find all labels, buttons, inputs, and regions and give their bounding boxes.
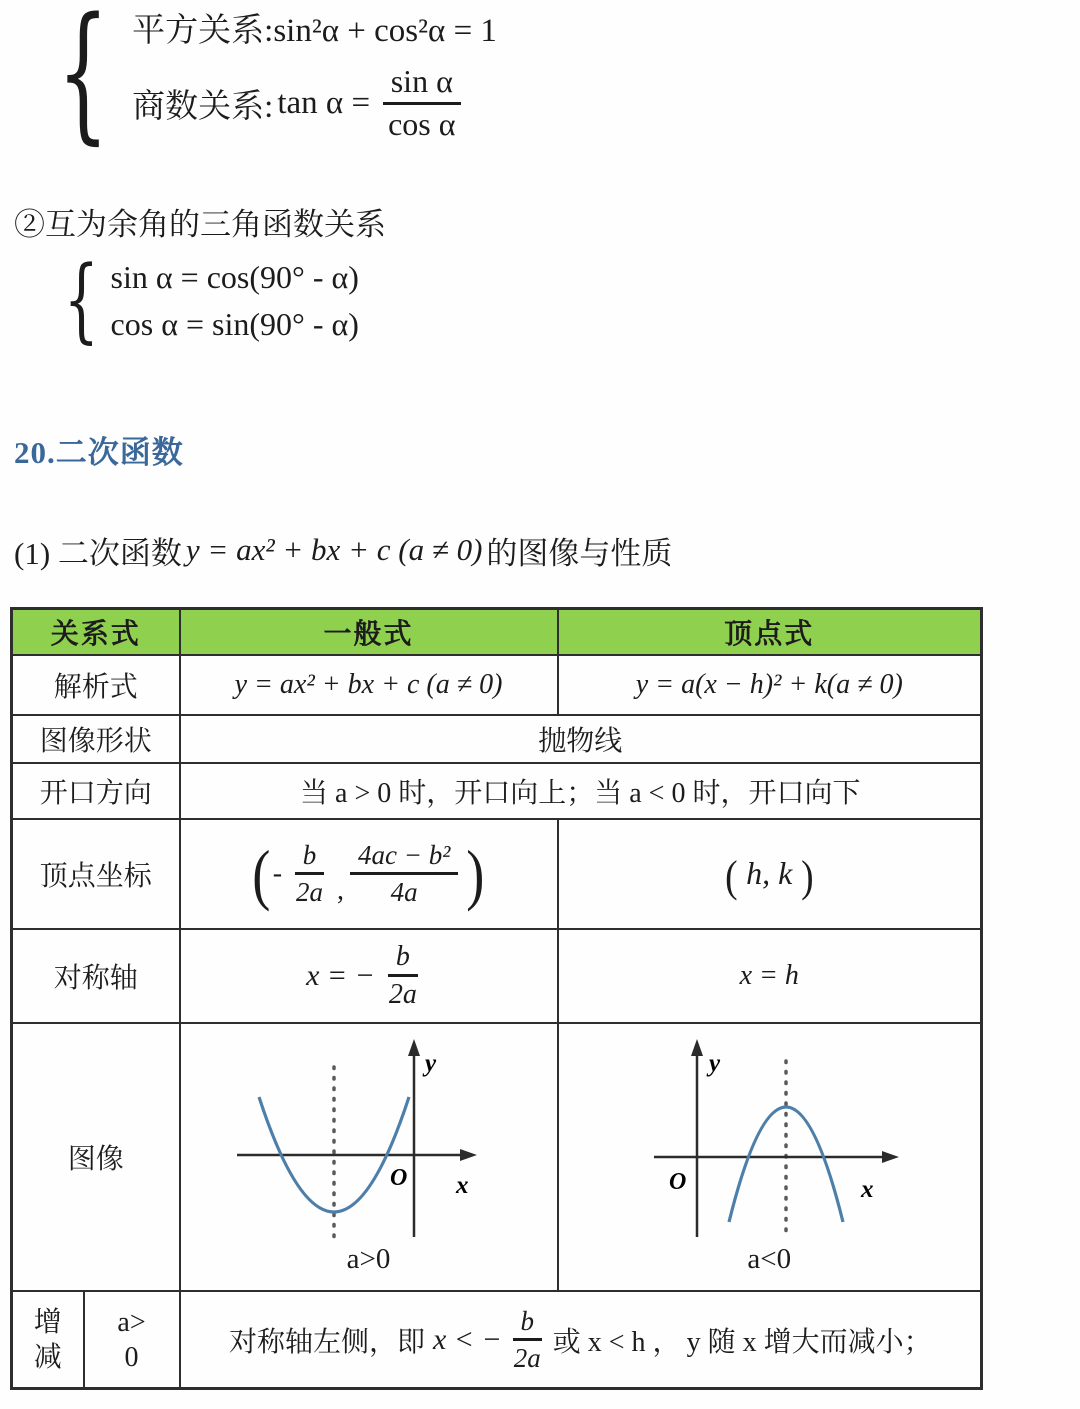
analytic-vertex-formula: y = a(x − h)² + k(a ≠ 0) [558,655,982,715]
analytic-label: 解析式 [12,655,180,715]
shape-value: 抛物线 [180,715,982,763]
cofunction-title: ②互为余角的三角函数关系 [14,207,386,243]
monotonicity-condition [84,1291,180,1389]
parabola-graph-a-positive [182,1037,556,1243]
vertex-coordinate-label: 顶点坐标 [12,819,180,929]
parabola-graph-a-negative [559,1037,979,1243]
direction-label: 开口方向 [12,763,180,819]
vertex-point-body: h, k [746,855,793,892]
fraction-numerator: b [513,1307,543,1341]
quadratic-properties-table [10,607,983,1391]
condition-top: a> [117,1306,146,1338]
analytic-general-formula: y = ax² + bx + c (a ≠ 0) [180,655,558,715]
left-brace-medium: { [63,246,99,354]
header-general-form: 一般式 [180,608,558,655]
y-axis-arrow [408,1039,420,1056]
graph-cell-negative-a [558,1023,982,1291]
symmetry-axis-label: 对称轴 [12,929,180,1023]
origin-label: O [669,1169,687,1196]
shape-label: 图像形状 [12,715,180,763]
fraction-numerator: 4ac − b² [350,841,458,875]
y-coordinate-fraction [350,841,458,907]
graph-cell-positive-a [180,1023,558,1291]
symmetry-axis-general [180,929,558,1023]
x-axis-label: x [861,1176,874,1204]
fraction-denominator: cos α [388,105,456,142]
origin-label: O [389,1165,407,1192]
square-relation-line [132,4,497,51]
fraction-denominator: 2a [296,877,324,908]
x-axis-label: x [455,1172,469,1200]
header-relation: 关系式 [12,608,180,655]
condition-bottom: 0 [124,1341,139,1373]
fraction-numerator: b [295,841,325,875]
x-axis-arrow [460,1149,477,1161]
y-axis-label: y [709,1050,721,1078]
graph-caption-negative: a<0 [747,1243,792,1276]
cofunction-line-1: sin α = cos(90° - α) [110,259,359,296]
graph-label: 图像 [12,1023,180,1291]
square-relation-label: 平方关系: [132,13,274,49]
subtitle-suffix: 的图像与性质 [486,535,673,571]
cofunction-line-2: cos α = sin(90° - α) [110,305,359,342]
monotonicity-label-top: 增 [33,1306,62,1338]
vertex-coordinate-general: ( - $\frac{b}{2a}$ , $\frac{\text{4ac − b²}}{4a}$ ) [180,819,558,929]
section-subtitle [14,528,1080,573]
minus-sign: - [272,857,283,889]
direction-value: 当 a > 0 时，开口向上；当 a < 0 时，开口向下 [180,763,982,819]
description-prefix: 对称轴左侧，即 [228,1326,425,1358]
direction-row [12,763,982,819]
axis-equation-lhs: x = − [306,958,375,992]
fraction-denominator: 4a [390,877,418,908]
monotonicity-label-bottom: 减 [33,1341,62,1373]
table-header-row [12,608,982,655]
fraction-numerator: b [388,942,418,977]
description-mid: 或 x < h ， [552,1326,681,1358]
x-coordinate-fraction [288,841,331,907]
vertex-coordinate-vertex: ( h, k ) [558,819,982,929]
fraction-denominator: 2a [388,979,417,1011]
quotient-fraction [380,65,463,141]
graph-caption-positive: a>0 [346,1243,391,1276]
symmetry-axis-row [12,929,982,1023]
graph-row [12,1023,982,1291]
section-heading: 20.二次函数 [14,434,184,470]
y-axis-arrow [691,1039,703,1056]
monotonicity-row [12,1291,982,1389]
subtitle-formula: y = ax² + bx + c (a ≠ 0) [185,532,483,568]
shape-row [12,715,982,763]
y-axis-label: y [424,1050,436,1078]
inequality-lhs: x < − [432,1322,502,1356]
left-brace-large: { [57,0,109,158]
axis-fraction [381,942,425,1010]
fraction-denominator: 2a [513,1343,541,1374]
quotient-lhs: tan α = [277,84,371,121]
vertex-coordinate-row [12,819,982,929]
subtitle-prefix: (1) 二次函数 [14,535,182,571]
square-relation-formula: sin²α + cos²α = 1 [273,13,497,49]
comma: , [337,874,345,906]
cofunction-identities-group [52,246,1080,354]
monotonicity-description [180,1291,982,1389]
header-vertex-form: 顶点式 [558,608,982,655]
analytic-row [12,655,982,715]
x-axis-arrow [882,1151,899,1163]
fraction-numerator: sin α [383,65,461,105]
quotient-relation-label: 商数关系: [132,88,274,125]
monotonicity-label [12,1291,84,1389]
symmetry-axis-vertex: x = h [558,929,982,1023]
description-suffix: y 随 x 增大而减小； [686,1326,932,1358]
description-fraction [506,1307,549,1373]
quotient-relation-line [132,65,497,141]
trig-basic-identities-group [36,0,1080,158]
